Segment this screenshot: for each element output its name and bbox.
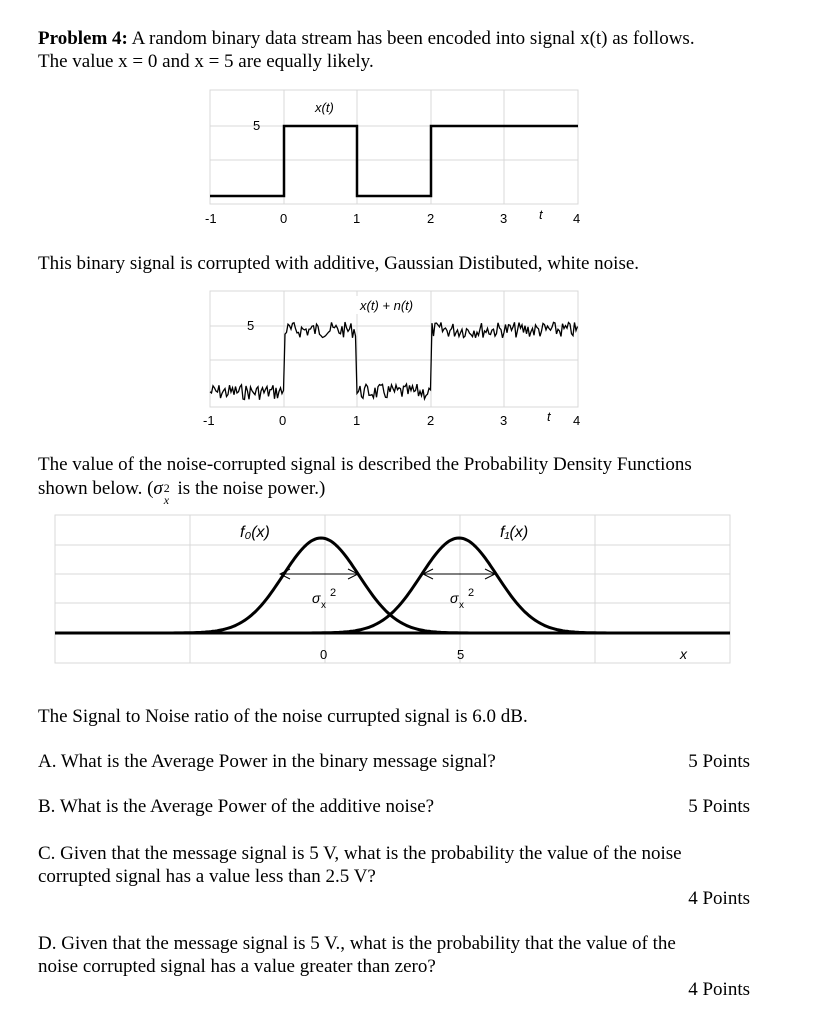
para-pdf-text-a: shown below. (	[38, 478, 154, 499]
para-pdf-text-b: is the noise power.)	[172, 478, 326, 499]
fig1-tick-2: 2	[427, 211, 435, 226]
problem-line-2: The value x = 0 and x = 5 are equally likely.	[38, 51, 374, 72]
question-d-line-1: D. Given that the message signal is 5 V., what is the probability that the value of the	[38, 933, 676, 954]
sigma-right-sub: x	[459, 600, 464, 611]
pdf-tick-5: 5	[457, 647, 465, 662]
fig2-y-label: 5	[247, 318, 255, 333]
question-d-points: 4 Points	[688, 979, 750, 1000]
f0-label: f₀(x)	[240, 524, 270, 541]
sigma-left-sup: 2	[330, 587, 337, 599]
question-b: B. What is the Average Power of the additive noise?	[38, 796, 435, 817]
sigma-right-sup: 2	[468, 587, 475, 599]
sigma-arrow-right	[423, 569, 495, 579]
sigma-arrow-left	[280, 569, 358, 579]
fig2-tick-2: 2	[427, 413, 435, 428]
question-c-line-1: C. Given that the message signal is 5 V, what is the probability the value of the noise	[38, 843, 682, 864]
fig2-title: x(t) + n(t)	[360, 298, 414, 313]
sigma-left-symbol: σ	[312, 590, 321, 606]
sigma-sup: 2	[163, 481, 170, 495]
fig1-tick-m1: -1	[205, 211, 217, 226]
fig1-tick-3: 3	[500, 211, 508, 226]
question-a-points: 5 Points	[688, 751, 750, 772]
problem-text-1: A random binary data stream has been encoded into signal x(t) as follows.	[131, 28, 695, 49]
fig2-tick-3: 3	[500, 413, 508, 428]
fig1-tick-0: 0	[280, 211, 288, 226]
question-b-points: 5 Points	[688, 796, 750, 817]
f1-label: f₁(x)	[500, 524, 529, 541]
fig1-tick-4: 4	[573, 211, 581, 226]
fig2-t-label: t	[547, 409, 551, 424]
question-a: A. What is the Average Power in the binary message signal?	[38, 751, 496, 772]
question-c-line-2: corrupted signal has a value less than 2.5 V?	[38, 866, 376, 887]
sigma-label-right	[450, 587, 474, 611]
fig2-tick-m1: -1	[203, 413, 215, 428]
fig2-tick-1: 1	[353, 413, 361, 428]
question-d-line-2: noise corrupted signal has a value greater than zero?	[38, 956, 436, 977]
fig2-tick-0: 0	[279, 413, 287, 428]
para-noise: This binary signal is corrupted with additive, Gaussian Distibuted, white noise.	[38, 253, 640, 274]
sigma-sub: x	[163, 493, 170, 507]
pdf-x-axis-label: x	[680, 646, 687, 662]
pdf-curve-f1	[55, 538, 729, 633]
sigma-left-sub: x	[321, 600, 326, 611]
sigma-label-left	[312, 587, 336, 611]
snr-text: The Signal to Noise ratio of the noise currupted signal is 6.0 dB.	[38, 706, 528, 727]
pdf-tick-0: 0	[320, 647, 328, 662]
fig1-title: x(t)	[315, 100, 334, 115]
fig1-tick-1: 1	[353, 211, 361, 226]
fig2-tick-4: 4	[573, 413, 581, 428]
fig1-y-label: 5	[253, 118, 261, 133]
fig1-t-label: t	[539, 207, 543, 222]
sigma-right-symbol: σ	[450, 590, 459, 606]
problem-label: Problem 4:	[38, 28, 128, 49]
sigma-symbol: σ	[153, 478, 163, 499]
pdf-curve-f0	[55, 538, 729, 633]
para-pdf-line-1: The value of the noise-corrupted signal is described the Probability Density Functions	[38, 454, 692, 475]
question-c-points: 4 Points	[688, 888, 750, 909]
